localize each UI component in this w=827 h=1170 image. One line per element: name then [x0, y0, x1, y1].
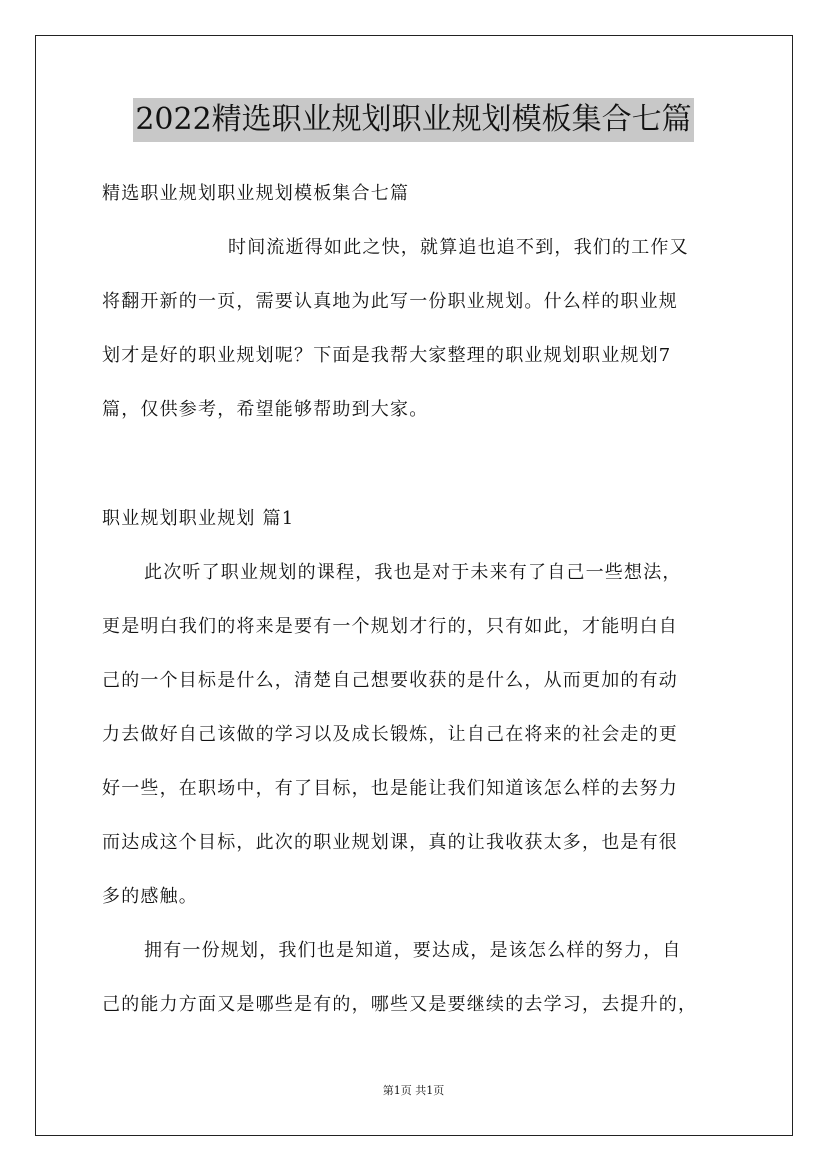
section-heading: 职业规划职业规划 篇1: [102, 508, 295, 529]
intro-line: 时间流逝得如此之快，就算追也追不到，我们的工作又: [228, 237, 689, 258]
paragraph-line: 多的感触。: [102, 886, 198, 907]
intro-line: 篇，仅供参考，希望能够帮助到大家。: [102, 399, 429, 420]
paragraph-line: 更是明白我们的将来是要有一个规划才行的，只有如此，才能明白自: [102, 616, 678, 637]
document-title: 2022精选职业规划职业规划模板集合七篇: [133, 98, 693, 142]
paragraph-line: 己的能力方面又是哪些是有的，哪些又是要继续的去学习，去提升的，: [102, 994, 698, 1015]
paragraph-line: 拥有一份规划，我们也是知道，要达成，是该怎么样的努力，自: [144, 940, 682, 961]
paragraph-line: 此次听了职业规划的课程，我也是对于未来有了自己一些想法，: [144, 562, 682, 583]
paragraph-line: 好一些，在职场中，有了目标，也是能让我们知道该怎么样的去努力: [102, 778, 678, 799]
paragraph-line: 力去做好自己该做的学习以及成长锻炼，让自己在将来的社会走的更: [102, 724, 678, 745]
page-footer: 第1页 共1页: [382, 1084, 445, 1097]
paragraph-line: 而达成这个目标，此次的职业规划课，真的让我收获太多，也是有很: [102, 832, 678, 853]
intro-line: 划才是好的职业规划呢？下面是我帮大家整理的职业规划职业规划7: [102, 345, 672, 366]
paragraph-line: 己的一个目标是什么，清楚自己想要收获的是什么，从而更加的有动: [102, 670, 678, 691]
title-container: [0, 98, 827, 142]
document-subtitle: 精选职业规划职业规划模板集合七篇: [102, 183, 410, 204]
intro-line: 将翻开新的一页，需要认真地为此写一份职业规划。什么样的职业规: [102, 291, 678, 312]
